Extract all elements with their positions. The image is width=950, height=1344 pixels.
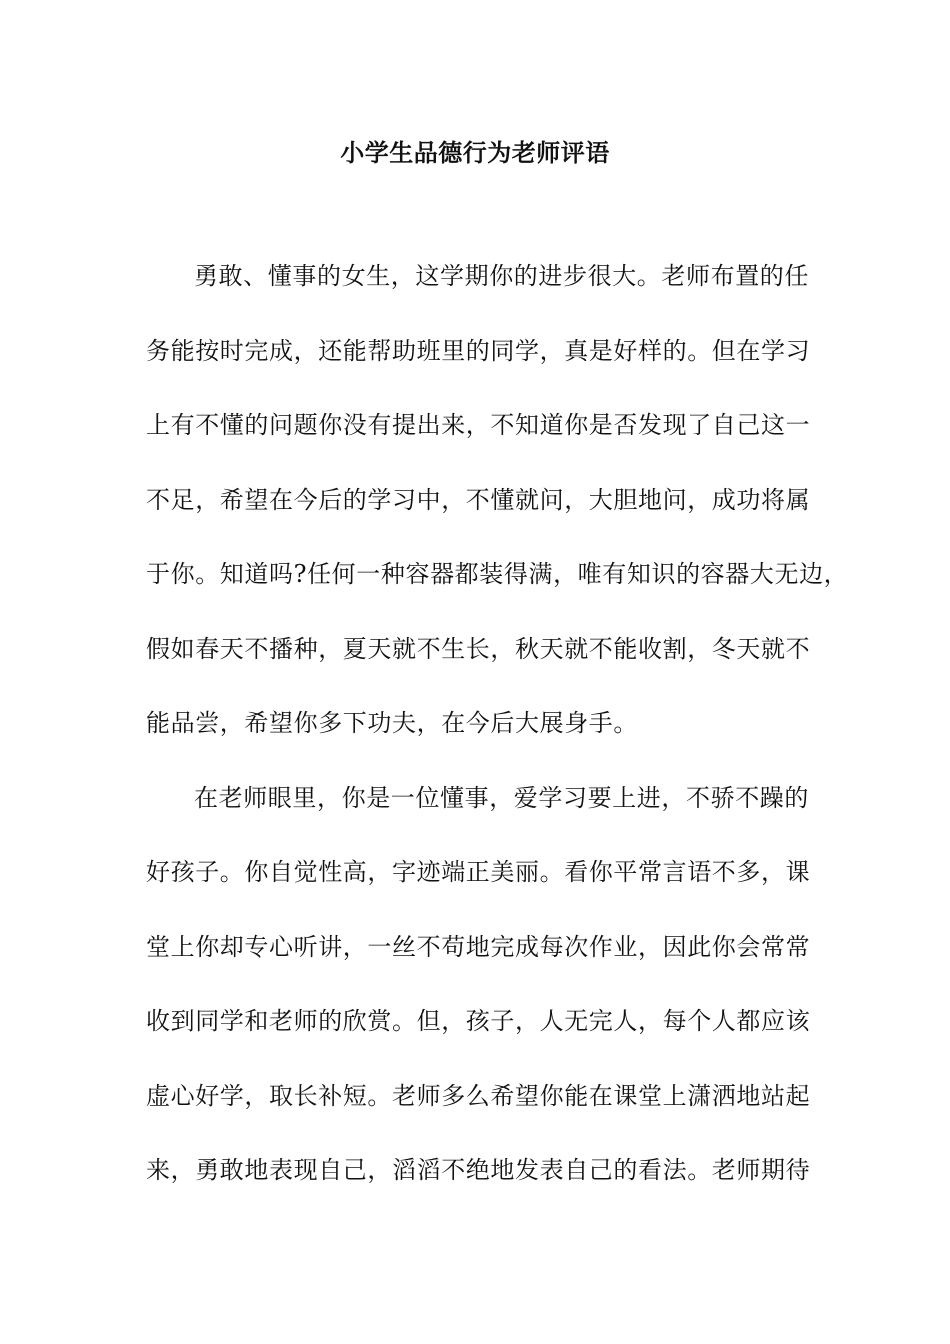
paragraph-line: 于你。知道吗?任何一种容器都装得满，唯有知识的容器大无边， xyxy=(146,560,849,588)
paragraph-line: 来，勇敢地表现自己，滔滔不绝地发表自己的看法。老师期待 xyxy=(146,1156,811,1184)
paragraph-line: 在老师眼里，你是一位懂事，爱学习要上进，不骄不躁的 xyxy=(194,783,809,812)
paragraph-line: 能品尝，希望你多下功夫，在今后大展身手。 xyxy=(146,709,638,737)
paragraph-line: 勇敢、懂事的女生，这学期你的进步很大。老师布置的任 xyxy=(194,262,809,290)
paragraph-line: 虚心好学，取长补短。老师多么希望你能在课堂上潇洒地站起 xyxy=(146,1081,811,1110)
document-title: 小学生品德行为老师评语 xyxy=(340,138,610,167)
paragraph-2 xyxy=(146,780,811,1227)
paragraph-line: 上有不懂的问题你没有提出来，不知道你是否发现了自己这一 xyxy=(146,411,811,439)
document-body xyxy=(146,258,849,1227)
paragraph-line: 不足，希望在今后的学习中，不懂就问，大胆地问，成功将属 xyxy=(146,485,811,514)
paragraph-line: 务能按时完成，还能帮助班里的同学，真是好样的。但在学习 xyxy=(146,336,811,365)
paragraph-line: 收到同学和老师的欣赏。但，孩子，人无完人，每个人都应该 xyxy=(146,1007,811,1035)
paragraph-line: 好孩子。你自觉性高，字迹端正美丽。看你平常言语不多，课 xyxy=(146,858,811,886)
paragraph-line: 假如春天不播种，夏天就不生长，秋天就不能收割，冬天就不 xyxy=(146,634,811,663)
paragraph-line: 堂上你却专心听讲，一丝不苟地完成每次作业，因此你会常常 xyxy=(146,932,811,961)
paragraph-1 xyxy=(146,258,849,780)
